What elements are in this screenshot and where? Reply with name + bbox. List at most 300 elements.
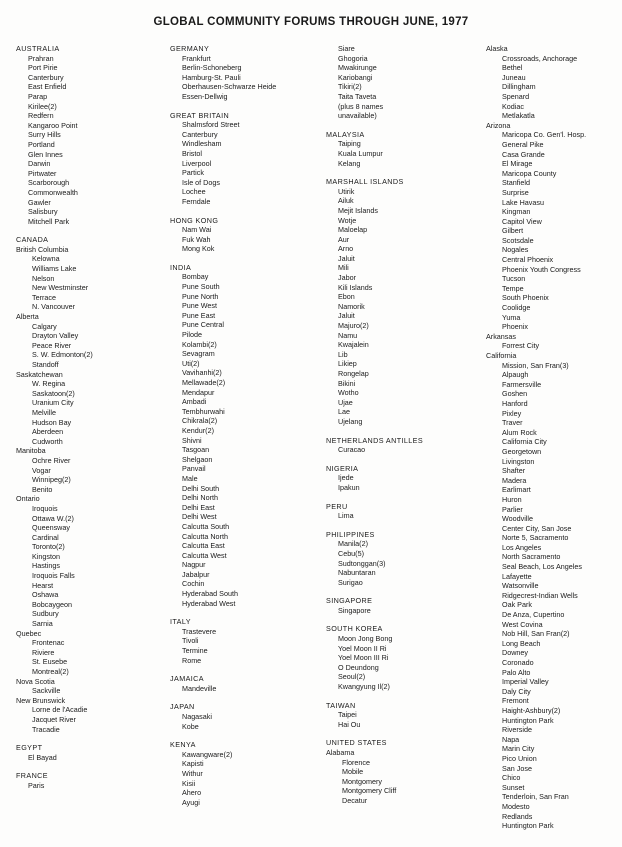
forum-location: Peace River — [32, 340, 72, 350]
forum-location: Vogar — [32, 465, 51, 475]
forum-location: Tempe — [502, 283, 524, 293]
forum-location: Taipei — [338, 710, 357, 720]
column-2 — [170, 44, 276, 807]
forum-location: Kapisti — [182, 759, 204, 769]
forum-location: Livingston — [502, 456, 535, 466]
forum-location: Woodville — [502, 514, 534, 524]
forum-location: Nogales — [502, 245, 529, 255]
forum-location: Kuala Lumpur — [338, 148, 383, 158]
forum-location: El Mirage — [502, 159, 533, 169]
forum-location: Watsonville — [502, 581, 539, 591]
section-heading: FRANCE — [16, 771, 48, 781]
region-heading: Saskatchewan — [16, 369, 63, 379]
forum-location: Pixley — [502, 408, 522, 418]
forum-location: Glen Innes — [28, 149, 63, 159]
forum-location: Port Pirie — [28, 63, 58, 73]
forum-location: Hyderabad South — [182, 589, 238, 599]
column-3 — [326, 44, 423, 806]
forum-location: Ridgecrest-Indian Wells — [502, 590, 578, 600]
forum-location: Tikiri(2) — [338, 82, 362, 92]
forum-location: Montreal(2) — [32, 667, 69, 676]
forum-location: De Anza, Cupertino — [502, 610, 565, 620]
forum-location: Panvail — [182, 464, 206, 474]
forum-location: Daly City — [502, 686, 531, 696]
forum-location: Kwajalein — [338, 340, 369, 350]
forum-location: Farmersville — [502, 379, 542, 389]
forum-location: Ochre River — [32, 455, 71, 465]
forum-location: Commonwealth — [28, 187, 78, 197]
forum-location: Manila(2) — [338, 539, 368, 549]
forum-location: Salisbury — [28, 207, 58, 217]
forum-location: Wotje — [338, 215, 357, 225]
section-heading: JAMAICA — [170, 674, 204, 684]
forum-location: Taita Taveta — [338, 91, 377, 101]
forum-location: Shalmsford Street — [182, 120, 240, 130]
forum-location: Scarborough — [28, 178, 70, 188]
forum-location: Ambadi — [182, 397, 207, 407]
forum-location: Tucson — [502, 274, 526, 284]
section-heading: EGYPT — [16, 743, 43, 753]
forum-location: Rome — [182, 655, 202, 665]
forum-location: Riviere — [32, 647, 55, 657]
forum-location: Bombay — [182, 272, 209, 282]
forum-location: Pune East — [182, 310, 216, 320]
forum-location: Paris — [28, 780, 45, 790]
forum-location: Sunset — [502, 782, 525, 792]
forum-location: Mendapur — [182, 387, 215, 397]
forum-location: Mejit Islands — [338, 205, 378, 215]
forum-location: Huntington Park — [502, 821, 554, 831]
forum-location: Traver — [502, 418, 523, 428]
section-heading: NETHERLANDS ANTILLES — [326, 435, 424, 445]
forum-location: Majuro(2) — [338, 321, 369, 331]
forum-location: St. Eusebe — [32, 657, 68, 667]
forum-location: Lorne de l'Acadie — [32, 705, 88, 715]
forum-location: Calcutta South — [182, 521, 230, 531]
forum-location: Vavihanhi(2) — [182, 368, 222, 378]
section-heading: ITALY — [170, 617, 191, 627]
forum-location: Ujelang — [338, 416, 363, 426]
forum-location: Lafayette — [502, 571, 532, 581]
forum-location: Delhi South — [182, 483, 220, 493]
forum-location: New Westminster — [32, 283, 89, 293]
forum-location: General Pike — [502, 139, 544, 149]
forum-location: Bethel — [502, 63, 523, 73]
section-heading: KENYA — [170, 740, 196, 750]
section-heading: JAPAN — [170, 702, 195, 712]
forum-location: Pune South — [182, 282, 220, 292]
forum-location: Forrest City — [502, 341, 540, 351]
forum-location: Terrace — [32, 292, 56, 302]
forum-location: Pune West — [182, 301, 218, 311]
forum-location: South Phoenix — [502, 293, 549, 303]
forum-location: Bikini — [338, 378, 356, 388]
forum-location: Pirtwater — [28, 168, 57, 178]
forum-location: Kendur(2) — [182, 425, 214, 435]
forum-location: Berlin-Schoneberg — [182, 63, 242, 73]
forum-location: Kangaroo Point — [28, 120, 78, 130]
forum-location: Taiping — [338, 139, 361, 149]
forum-location: Chico — [502, 773, 521, 783]
forum-location: North Sacramento — [502, 552, 561, 562]
section-heading: GERMANY — [170, 44, 210, 53]
region-heading: Nova Scotia — [16, 676, 55, 686]
forum-location: Redlands — [502, 811, 533, 821]
forum-location: Hearst — [32, 580, 54, 590]
forum-location: Coolidge — [502, 303, 531, 313]
forum-location: Metlakatla — [502, 111, 535, 121]
forum-location: Redfern — [28, 111, 54, 121]
forum-location: Calcutta West — [182, 550, 227, 560]
forum-location: Kelowna — [32, 254, 60, 264]
forum-location: W. Regina — [32, 379, 66, 389]
forum-location: Mili — [338, 263, 349, 273]
forum-location: Coronado — [502, 658, 534, 667]
forum-location: Lake Havasu — [502, 197, 544, 207]
forum-location: Kisii — [182, 778, 196, 788]
forum-location: Lib — [338, 349, 348, 359]
section-heading: NIGERIA — [326, 463, 359, 473]
forum-location: Uti(2) — [182, 358, 200, 368]
forum-location: Maloelap — [338, 225, 368, 235]
forum-location: Huron — [502, 494, 522, 504]
forum-location: Jaluit — [338, 311, 355, 321]
forum-location: Spenard — [502, 91, 530, 101]
forum-location: Male — [182, 473, 198, 483]
forum-location: Ferndale — [182, 196, 211, 206]
forum-location: (plus 8 names — [338, 101, 384, 111]
forum-location: Alum Rock — [502, 427, 537, 437]
section-heading: MARSHALL ISLANDS — [326, 177, 404, 187]
region-heading: New Brunswick — [16, 695, 66, 705]
forum-location: Palo Alto — [502, 667, 531, 677]
forum-location: Gawler — [28, 197, 51, 207]
forum-location: Phoenix Youth Congress — [502, 264, 581, 274]
forum-location: Cardinal — [32, 532, 59, 542]
forum-location: Winnipeg(2) — [32, 475, 71, 485]
region-heading: Alberta — [16, 312, 39, 322]
forum-location: Standoff — [32, 360, 59, 369]
forum-location: Chikrala(2) — [182, 416, 218, 426]
forum-location: Pilode — [182, 330, 202, 340]
forum-location: Calcutta North — [182, 531, 228, 541]
forum-location: Fuk Wah — [182, 234, 211, 244]
forum-location: Darwin — [28, 159, 51, 169]
forum-location: Modesto — [502, 801, 530, 811]
forum-location: Calgary — [32, 321, 57, 331]
forum-location: Kawangware(2) — [182, 749, 233, 759]
forum-location: Sudbury — [32, 609, 59, 619]
forum-location: Los Angeles — [502, 542, 542, 552]
region-heading: Alabama — [326, 748, 355, 757]
forum-location: Seal Beach, Los Angeles — [502, 562, 582, 572]
region-heading: Arizona — [486, 120, 511, 130]
forum-location: Hai Ou — [338, 719, 361, 729]
forum-location: Kolambi(2) — [182, 339, 217, 349]
forum-location: Kingman — [502, 207, 531, 217]
forum-location: Earlimart — [502, 485, 531, 495]
forum-location: Mitchell Park — [28, 216, 70, 226]
forum-location: Namu — [338, 330, 358, 340]
forum-location: Shafter — [502, 466, 526, 476]
forum-location: Portland — [28, 139, 55, 149]
forum-location: Marin City — [502, 744, 535, 754]
section-heading: MALAYSIA — [326, 129, 365, 139]
forum-location: Ayugi — [182, 797, 200, 807]
forum-location: Juneau — [502, 72, 526, 82]
forum-location: Withur — [182, 768, 203, 778]
forum-location: Hyderabad West — [182, 598, 236, 608]
region-heading: British Columbia — [16, 244, 69, 254]
section-heading: SINGAPORE — [326, 596, 373, 606]
region-heading: Arkansas — [486, 331, 516, 341]
forum-location: Canterbury — [28, 72, 64, 82]
forum-location: Decatur — [342, 795, 368, 805]
forum-location: Uranium City — [32, 398, 74, 408]
forum-location: Center City, San Jose — [502, 523, 572, 533]
forum-location: Nabuntaran — [338, 568, 376, 578]
forum-location: Tivoli — [182, 636, 199, 646]
forum-location: Fremont — [502, 696, 529, 706]
section-heading: INDIA — [170, 262, 192, 272]
forum-location: Lochee — [182, 187, 206, 197]
forum-location: Cudworth — [32, 436, 63, 446]
forum-location: Pune Central — [182, 320, 224, 330]
forum-location: Siare — [338, 44, 355, 53]
forum-location: Ebon — [338, 292, 355, 302]
forum-location: Ottawa W.(2) — [32, 513, 74, 523]
region-heading: Manitoba — [16, 446, 46, 456]
forum-location: Jaluit — [338, 253, 355, 263]
forum-location: Shelgaon — [182, 454, 213, 464]
forum-location: Goshen — [502, 389, 528, 399]
forum-location: Surry Hills — [28, 130, 61, 140]
section-heading: CANADA — [16, 235, 49, 245]
forum-location: Tembhurwahi — [182, 406, 225, 416]
forum-location: Curacao — [338, 445, 366, 455]
section-heading: AUSTRALIA — [16, 44, 60, 53]
forum-location: San Jose — [502, 763, 532, 773]
forum-location: Ijede — [338, 473, 354, 483]
column-1 — [16, 44, 93, 791]
forum-location: Ipakun — [338, 482, 360, 492]
forum-location: Tasgoan — [182, 445, 210, 455]
forum-location: Maricopa Co. Gen'l. Hosp. — [502, 130, 587, 140]
forum-location: Kwangyung Il(2) — [338, 682, 390, 692]
forum-location: Mobile — [342, 767, 364, 777]
forum-location: Casa Grande — [502, 149, 545, 159]
forum-location: Partick — [182, 168, 204, 178]
forum-location: Oberhausen-Schwarze Heide — [182, 82, 277, 92]
forum-location: Stanfield — [502, 178, 530, 188]
forum-location: Tracadie — [32, 724, 60, 734]
forum-location: Termine — [182, 646, 208, 656]
forum-location: Pune North — [182, 291, 219, 301]
forum-location: Bobcaygeon — [32, 599, 72, 609]
forum-location: Gilbert — [502, 226, 524, 236]
forum-location: Haight-Ashbury(2) — [502, 705, 561, 715]
forum-location: Bristol — [182, 148, 202, 158]
forum-location: Norte 5, Sacramento — [502, 533, 569, 543]
forum-location: Nagasaki — [182, 712, 212, 721]
forum-location: Dillingham — [502, 82, 536, 92]
forum-location: Prahran — [28, 53, 54, 63]
column-4 — [486, 44, 586, 831]
forum-location: Ujae — [338, 397, 353, 407]
forum-location: Hanford — [502, 398, 528, 408]
region-heading: Ontario — [16, 494, 40, 504]
forum-location: O Deundong — [338, 662, 379, 672]
forum-location: Maricopa County — [502, 168, 557, 178]
forum-location: Pico Union — [502, 753, 537, 763]
section-heading: UNITED STATES — [326, 738, 387, 748]
forum-location: Surprise — [502, 187, 529, 197]
forum-location: West Covina — [502, 619, 543, 629]
forum-location: Rongelap — [338, 369, 369, 378]
forum-location: Tenderloin, San Fran — [502, 792, 569, 802]
forum-location: Oshawa — [32, 590, 59, 600]
forum-location: Capitol View — [502, 216, 542, 226]
forum-location: Sevagram — [182, 349, 215, 359]
forum-location: Surigao — [338, 577, 363, 587]
section-heading: GREAT BRITAIN — [170, 110, 230, 120]
forum-location: Parlier — [502, 504, 523, 514]
forum-location: Riverside — [502, 725, 532, 735]
forum-location: Parap — [28, 91, 48, 101]
region-heading: California — [486, 351, 517, 360]
forum-location: Seoul(2) — [338, 672, 366, 682]
region-heading: Quebec — [16, 628, 42, 638]
forum-location: Kingston — [32, 551, 60, 561]
forum-location: Huntington Park — [502, 715, 554, 725]
forum-location: Iroquois Falls — [32, 571, 75, 581]
forum-location: Ahero — [182, 788, 202, 798]
forum-location: Essen-Dellwig — [182, 91, 228, 101]
forum-location: Calcutta East — [182, 541, 225, 551]
forum-location: Mellawade(2) — [182, 378, 226, 387]
region-heading: Alaska — [486, 44, 508, 53]
forum-location: Kelang — [338, 158, 361, 168]
forum-location: Canterbury — [182, 129, 218, 139]
forum-location: Singapore — [338, 605, 371, 615]
forum-location: Jacquet River — [32, 714, 76, 724]
forum-location: Aberdeen — [32, 427, 64, 437]
forum-location: Lima — [338, 511, 354, 521]
section-heading: TAIWAN — [326, 700, 356, 710]
forum-location: Delhi North — [182, 493, 218, 503]
forum-location: Iroquois — [32, 503, 58, 513]
forum-location: Utirik — [338, 186, 355, 196]
forum-location: Toronto(2) — [32, 542, 65, 552]
section-heading: PHILIPPINES — [326, 529, 375, 539]
forum-location: S. W. Edmonton(2) — [32, 350, 93, 360]
forum-location: Nagpur — [182, 560, 206, 570]
forum-location: Nelson — [32, 273, 55, 283]
section-heading: HONG KONG — [170, 215, 219, 225]
forum-location: California City — [502, 437, 547, 447]
forum-location: Benito — [32, 484, 53, 494]
forum-location: Lae — [338, 407, 350, 417]
forum-location: Ghogoria — [338, 53, 368, 63]
forum-location: Sarnia — [32, 619, 53, 629]
forum-location: Napa — [502, 734, 520, 744]
forum-location: Sudtonggan(3) — [338, 558, 386, 568]
forum-location: Imperial Valley — [502, 677, 549, 687]
forum-location: Yoel Moon II Ri — [338, 643, 387, 653]
forum-location: Yoel Moon III Ri — [338, 653, 389, 663]
forum-location: El Bayad — [28, 752, 57, 762]
forum-location: Delhi East — [182, 502, 215, 512]
forum-location: Hamburg-St. Pauli — [182, 72, 241, 82]
forum-location: East Enfield — [28, 82, 67, 92]
forum-location: Cochin — [182, 579, 205, 589]
forum-location: Mwakirunge — [338, 63, 377, 73]
forum-location: Namorik — [338, 301, 365, 311]
section-heading: SOUTH KOREA — [326, 624, 383, 634]
forum-location: Delhi West — [182, 512, 217, 522]
forum-location: Nob Hill, San Fran(2) — [502, 629, 570, 639]
forum-location: Central Phoenix — [502, 255, 554, 265]
forum-location: Windlesham — [182, 139, 222, 149]
forum-location: Kodiac — [502, 101, 524, 111]
forum-location: Drayton Valley — [32, 331, 79, 341]
forum-location: Frankfurt — [182, 53, 211, 63]
forum-location: Hudson Bay — [32, 417, 72, 427]
forum-location: Cebu(5) — [338, 548, 364, 558]
forum-location: Frontenac — [32, 638, 65, 648]
forum-location: Shivni — [182, 435, 202, 445]
forum-location: Yuma — [502, 312, 521, 322]
forum-location: Saskatoon(2) — [32, 388, 75, 398]
forum-location: Melville — [32, 407, 56, 417]
forum-location: Scotsdale — [502, 235, 534, 245]
forum-location: Liverpool — [182, 158, 212, 168]
forum-location: Montgomery — [342, 776, 382, 786]
forum-location: Arno — [338, 244, 354, 254]
forum-location: Mission, San Fran(3) — [502, 360, 569, 370]
forum-location: Kariobangi — [338, 72, 373, 82]
forum-location: Mandeville — [182, 683, 217, 693]
forum-location: Wotho — [338, 388, 359, 398]
forum-location: Alpaugh — [502, 370, 529, 380]
forum-location: Queensway — [32, 523, 70, 533]
forum-location: Florence — [342, 757, 370, 767]
forum-location: Sackville — [32, 686, 61, 696]
forum-location: Mong Kok — [182, 244, 215, 254]
forum-location: Madera — [502, 475, 527, 485]
forum-location: Jabor — [338, 273, 356, 283]
forum-location: Moon Jong Bong — [338, 634, 393, 644]
forum-location: Aur — [338, 234, 350, 244]
forum-location: Downey — [502, 648, 528, 658]
forum-location: Jabalpur — [182, 569, 210, 579]
forum-location: Long Beach — [502, 638, 541, 648]
forum-location: Kirilee(2) — [28, 101, 57, 111]
forum-location: Kili Islands — [338, 282, 373, 292]
forum-location: Ailuk — [338, 196, 354, 206]
forum-location: Likiep — [338, 359, 357, 369]
forum-location: Nam Wai — [182, 225, 212, 235]
forum-location: Kobe — [182, 721, 199, 731]
forum-location: Phoenix — [502, 322, 528, 332]
forum-location: Trastevere — [182, 626, 217, 636]
forum-location: Oak Park — [502, 600, 532, 610]
forum-location: Isle of Dogs — [182, 177, 220, 187]
forum-location: unavailable) — [338, 111, 377, 121]
section-heading: PERU — [326, 501, 348, 511]
forum-location: Williams Lake — [32, 264, 77, 274]
forum-location: Crossroads, Anchorage — [502, 53, 578, 63]
